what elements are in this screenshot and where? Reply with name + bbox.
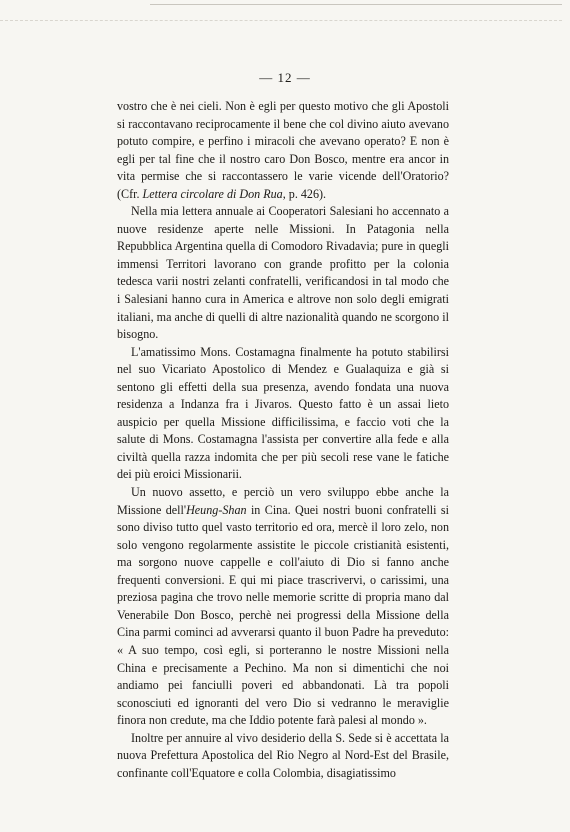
text-run: vostro che è nei cieli. Non è egli per questo motivo che gli Apostoli si raccontavano reciprocamente il bene che col divino aiuto avevano potuto compire, e perfino i miracoli che avevano operato? E non è egli per tal fine che il nostro caro Don Bosco, mentre era ancor in vita permise che si raccontassero le varie vicende dell'Oratorio? (Cfr. bbox=[117, 99, 449, 201]
scan-edge-line-dashed bbox=[0, 20, 562, 21]
paragraph bbox=[117, 484, 449, 730]
paragraph bbox=[117, 730, 449, 783]
text-run: , p. 426). bbox=[282, 186, 327, 201]
text-run: L'amatissimo Mons. Costamagna finalmente ha potuto stabilirsi nel suo Vicariato Apostolico di Mendez e Gualaquiza e già si sentono gli effetti della sua presenza, avendo fondata una nuova residenza a Indanza fra i Jivaros. Questo fatto è un assai lieto auspicio per quella Missione difficilissima, e faccio voti che la salute di Mons. Costamagna l'assista per convertire alla fede e alla civiltà quella razza indomita che per più secoli rese vane le fatiche dei più eroici Missionarii. bbox=[117, 344, 449, 482]
italic-text: Heung-Shan bbox=[186, 502, 247, 517]
italic-text: Lettera circolare di Don Rua bbox=[142, 186, 283, 201]
text-run: in Cina. Quei nostri buoni confratelli si sono diviso tutto quel vasto territorio ed ora, mercè il loro zelo, non solo vengono regolarmente assistite le piccole cristianità esistenti, ma sorgono nuove cappelle e coll'aiuto di Dio si fanno anche frequenti conversioni. E qui mi piace trascrivervi, o carissimi, una preziosa pagina che trovo nelle memorie scritte di propria mano dal Venerabile Don Bosco, perchè nei progressi della Missione della Cina parmi cominci ad avverarsi quanto il buon Padre ha preveduto: « A suo tempo, così egli, si porteranno le nostre Missioni nella China e precisamente a Pechino. Ma non si dimentichi che noi andiamo pei fanciulli poveri ed abbandonati. Là tra popoli sconosciuti ed ignoranti del vero Dio si vedranno le meraviglie finora non credute, ma che Iddio potente farà palesi al mondo ». bbox=[117, 502, 449, 728]
text-run: Nella mia lettera annuale ai Cooperatori Salesiani ho accennato a nuove residenze aperte nelle Missioni. In Patagonia nella Repubblica Argentina quella di Comodoro Rivadavia; pure in quegli immensi Territori lavorano con grande profitto per la colonia tedesca varii nostri zelanti confratelli, verificandosi in tal modo che i Salesiani hanno cura in America e altrove non solo degli emigrati italiani, ma anche di quelli di altre nazionalità quando ne scorgono il bisogno. bbox=[117, 204, 449, 342]
text-run: Un nuovo assetto, e perciò un vero sviluppo ebbe anche la Missione dell' bbox=[117, 485, 449, 517]
paragraph bbox=[117, 203, 449, 343]
paragraph bbox=[117, 344, 449, 484]
page-number: — 12 — bbox=[259, 70, 311, 85]
body-text bbox=[117, 98, 449, 782]
scan-edge-line bbox=[150, 4, 562, 5]
text-run: Inoltre per annuire al vivo desiderio della S. Sede si è accettata la nuova Prefettura Apostolica del Rio Negro al Nord-Est del Brasile, confinante coll'Equatore e colla Colombia, disagiatissimo bbox=[117, 730, 449, 780]
paragraph bbox=[117, 98, 449, 203]
